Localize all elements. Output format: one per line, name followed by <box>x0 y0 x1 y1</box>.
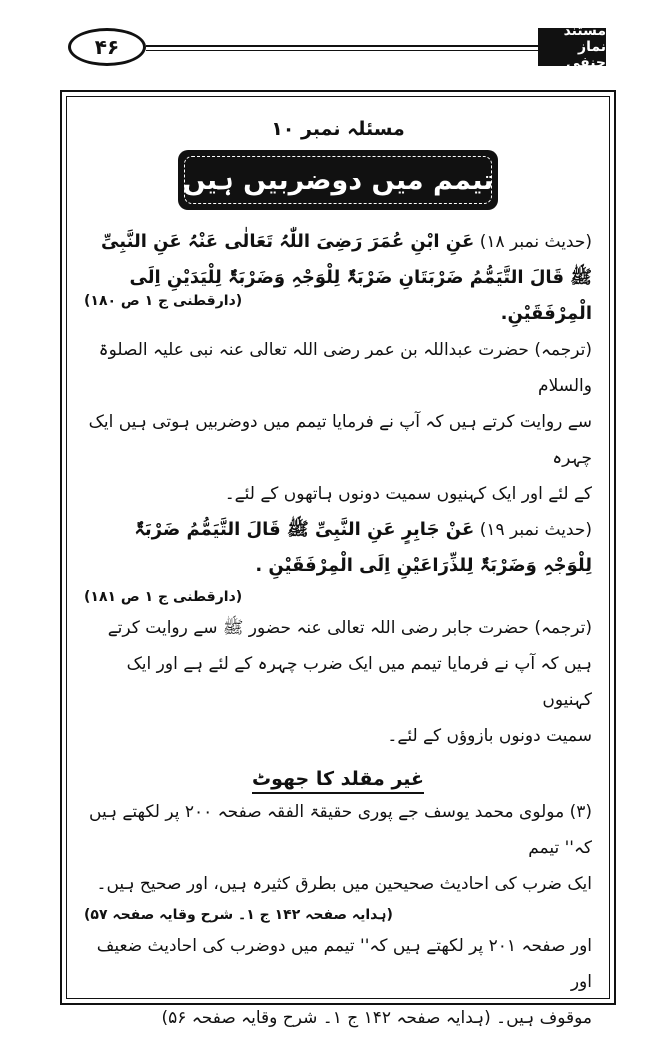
book-title: مستند نماز حنفی <box>538 28 606 66</box>
section3-line-2: ایک ضرب کی احادیث صحیحین میں بطرق کثیرہ ہیں، اور صحیح ہیں۔ <box>96 874 592 894</box>
page-number: ۴۶ <box>68 28 146 66</box>
hadith18-arabic-text-1: عَنِ ابْنِ عُمَرَ رَضِیَ اللّٰہُ تَعَالٰی عَنْہُ عَنِ النَّبِیِّ <box>101 231 475 252</box>
section3-line-4: موقوف ہیں۔ (ہدایہ صفحہ ۱۴۲ ج ۱۔ شرح وقایہ صفحہ ۵۶) <box>161 1008 592 1028</box>
section-title: تیمم میں دوضربیں ہیں <box>182 164 494 196</box>
hadith18-translation-1: (ترجمہ) حضرت عبداللہ بن عمر رضی اللہ تعالی عنہ نبی علیہ الصلوۃ والسلام <box>98 340 592 396</box>
hadith18-label: (حدیث نمبر ۱۸) <box>479 232 592 252</box>
hadith19-translation-1: (ترجمہ) حضرت جابر رضی اللہ تعالی عنہ حضور ﷺ سے روایت کرتے <box>107 618 592 638</box>
hadith19-reference: (دارقطنی ج ۱ ص ۱۸۱) <box>84 589 243 605</box>
header-rule-thin <box>146 50 540 51</box>
title-box <box>178 150 498 210</box>
section3-line-3: اور صفحہ ۲۰۱ پر لکھتے ہیں کہ'' تیمم میں دوضرب کی احادیث ضعیف اور <box>96 936 592 992</box>
hadith18-arabic-2: ﷺ قَالَ التَّیَمُّمُ ضَرْبَتَانِ ضَرْبَۃٌ لِلْوَجْہِ وَضَرْبَۃٌ لِلْیَدَیْنِ اِلَی <box>129 267 592 288</box>
hadith19-arabic-text-1: عَنْ جَابِرٍ عَنِ النَّبِیِّ ﷺ قَالَ التَّیَمُّمُ ضَرْبَۃٌ <box>134 519 475 540</box>
masla-number: مسئلہ نمبر ۱۰ <box>271 118 405 140</box>
hadith18-arabic-text-3: الْمِرْفَقَیْنِ. <box>500 303 592 324</box>
hadith19-label: (حدیث نمبر ۱۹) <box>479 520 592 540</box>
subheading <box>84 768 592 790</box>
page-content <box>84 110 592 1036</box>
page-header <box>0 0 672 90</box>
hadith18-translation-3: کے لئے اور ایک کہنیوں سمیت دونوں ہاتھوں کے لئے۔ <box>224 484 592 504</box>
hadith18-reference: (دارقطنی ج ۱ ص ۱۸۰) <box>84 293 243 309</box>
hadith18-arabic-3 <box>84 293 592 332</box>
subheading-text: غیر مقلد کا جھوٹ <box>252 768 424 794</box>
section3-line-1: (۳) مولوی محمد یوسف جے پوری حقیقۃ الفقہ صفحہ ۲۰۰ پر لکھتے ہیں کہ'' تیمم <box>89 802 592 858</box>
hadith19-translation-3: سمیت دونوں بازوؤں کے لئے۔ <box>387 726 592 746</box>
header-rule <box>146 45 540 47</box>
hadith18-arabic-1 <box>84 224 592 260</box>
hadith19-arabic-2: لِلْوَجْہِ وَضَرْبَۃٌ لِلذِّرَاعَیْنِ اِلَی الْمِرْفَقَیْنِ . <box>255 555 592 576</box>
hadith18-translation-2: سے روایت کرتے ہیں کہ آپ نے فرمایا تیمم میں دوضربیں ہوتی ہیں ایک چہرہ <box>88 412 592 468</box>
hadith19-arabic-1 <box>84 512 592 548</box>
title-box-border <box>184 156 492 204</box>
hadith19-translation-2: ہیں کہ آپ نے فرمایا تیمم میں ایک ضرب چہرہ کے لئے ہے اور ایک کہنیوں <box>126 654 592 710</box>
section3-reference-1: (ہدایہ صفحہ ۱۴۲ ج ۱۔ شرح وقایہ صفحہ ۵۷) <box>84 907 393 923</box>
